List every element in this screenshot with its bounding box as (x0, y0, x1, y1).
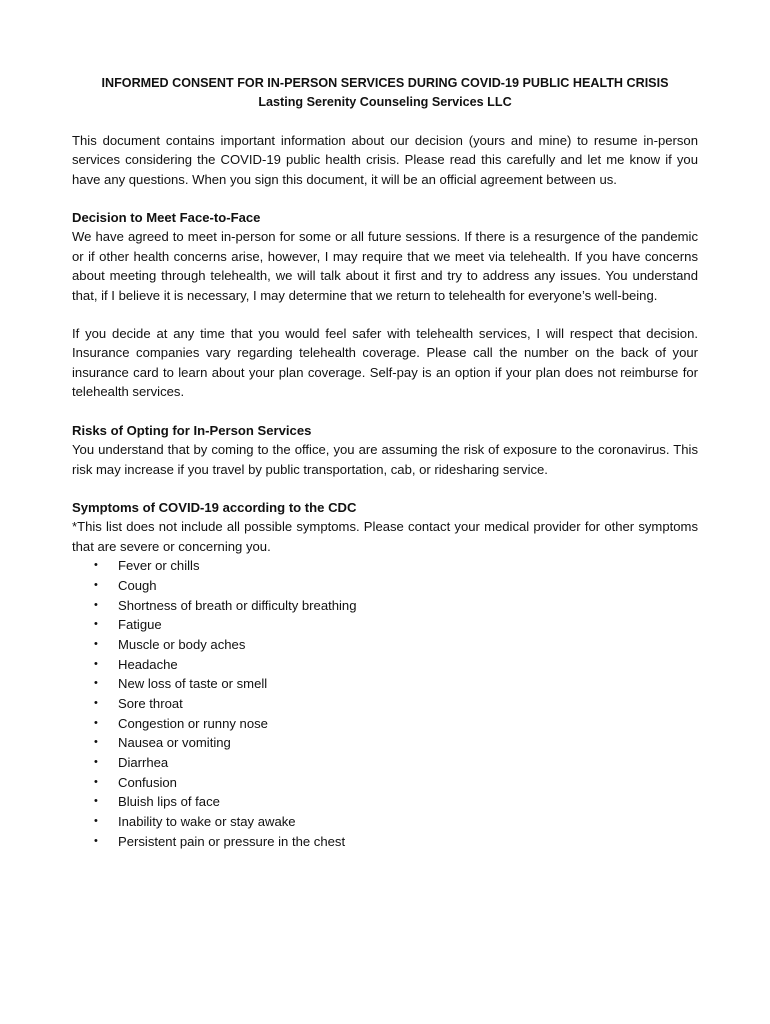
symptom-text: New loss of taste or smell (118, 676, 268, 692)
symptoms-heading: Symptoms of COVID-19 according to the CDC (72, 499, 357, 515)
bullet-icon: • (94, 795, 98, 808)
symptom-text: Muscle or body aches (118, 636, 246, 652)
list-item (72, 635, 698, 655)
list-item (72, 694, 698, 714)
symptom-text: Headache (118, 656, 178, 672)
bullet-icon: • (94, 716, 98, 729)
symptom-text: Fatigue (118, 617, 162, 633)
risks-heading: Risks of Opting for In-Person Services (72, 422, 312, 438)
decision-paragraph-1: We have agreed to meet in-person for some or all future sessions. If there is a resurgence of the pandemic or if other health concerns arise, however, I may require that we meet via telehealth. If you have concerns about meeting through telehealth, we will talk about it first and try to address any issues. You understand that, if I believe it is necessary, I may determine that we return to telehealth for everyone’s well-being. (72, 229, 698, 303)
list-item (72, 812, 698, 832)
symptom-text: Nausea or vomiting (118, 735, 231, 751)
list-item (72, 615, 698, 635)
bullet-icon: • (94, 578, 98, 591)
symptom-text: Cough (118, 577, 157, 593)
bullet-icon: • (94, 598, 98, 611)
list-item (72, 832, 698, 852)
list-item (72, 576, 698, 596)
bullet-icon: • (94, 756, 98, 768)
bullet-icon: • (94, 834, 98, 847)
bullet-icon: • (94, 775, 98, 788)
bullet-icon: • (94, 696, 98, 709)
document-page (72, 74, 698, 851)
symptom-text: Shortness of breath or difficulty breathing (118, 597, 357, 613)
symptom-text: Sore throat (118, 695, 183, 711)
symptom-text: Diarrhea (118, 755, 169, 770)
list-item (72, 773, 698, 793)
list-item (72, 674, 698, 694)
symptoms-list (72, 556, 698, 851)
intro-paragraph: This document contains important information about our decision (yours and mine) to resume in-person services considering the COVID-19 public health crisis. Please read this carefully and let me know if you have any questions. When you sign this document, it will be an official agreement between us. (72, 132, 698, 187)
symptom-text: Confusion (118, 774, 177, 790)
bullet-icon: • (94, 815, 98, 828)
list-item (72, 733, 698, 753)
decision-heading: Decision to Meet Face-to-Face (72, 210, 261, 226)
document-title: INFORMED CONSENT FOR IN-PERSON SERVICES DURING COVID-19 PUBLIC HEALTH CRISIS (101, 76, 669, 90)
list-item (72, 792, 698, 812)
decision-paragraph-2: If you decide at any time that you would feel safer with telehealth services, I will respect that decision. Insurance companies vary regarding telehealth coverage. Please call the number on the back of your insurance card to learn about your plan coverage. Self-pay is an option if your plan does not reimburse for telehealth services. (72, 326, 698, 400)
bullet-icon: • (94, 657, 98, 670)
symptom-text: Congestion or runny nose (118, 715, 268, 731)
risks-paragraph: You understand that by coming to the office, you are assuming the risk of exposure to the coronavirus. This risk may increase if you travel by public transportation, cab, or ridesharing service. (72, 442, 698, 477)
organization-name: Lasting Serenity Counseling Services LLC (258, 95, 512, 110)
list-item (72, 596, 698, 616)
symptom-text: Bluish lips of face (118, 794, 220, 810)
bullet-icon: • (94, 637, 98, 650)
bullet-icon: • (94, 736, 98, 749)
list-item (72, 655, 698, 675)
list-item (72, 556, 698, 576)
symptom-text: Fever or chills (118, 558, 200, 574)
symptoms-note: *This list does not include all possible symptoms. Please contact your medical provider for other symptoms that are severe or concerning you. (72, 519, 698, 554)
symptom-text: Persistent pain or pressure in the chest (118, 833, 346, 849)
bullet-icon: • (94, 559, 98, 572)
list-item (72, 753, 698, 773)
bullet-icon: • (94, 677, 98, 690)
list-item (72, 714, 698, 734)
symptom-text: Inability to wake or stay awake (118, 814, 296, 830)
bullet-icon: • (94, 618, 98, 631)
